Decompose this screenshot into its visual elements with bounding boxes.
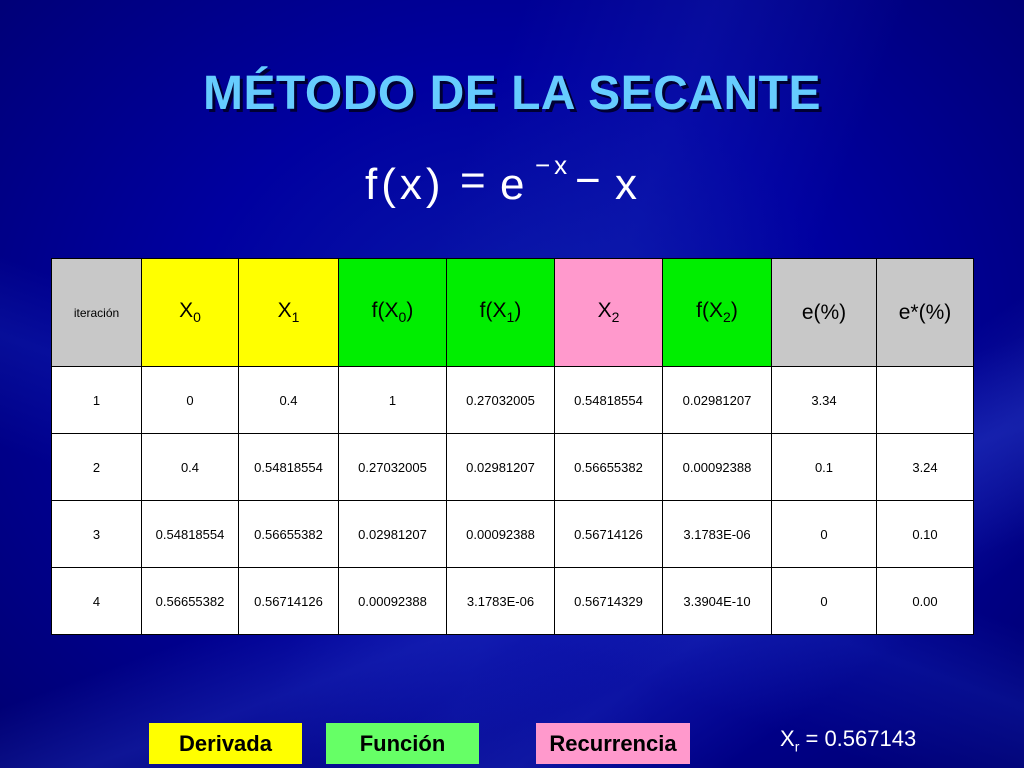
cell-error-star [877,367,974,434]
formula [360,150,680,230]
table-row [52,434,974,501]
header-x0-sub: 0 [193,309,201,326]
table-row [52,501,974,568]
cell-fx0: 0.27032005 [339,434,447,501]
slide-title: MÉTODO DE LA SECANTE [202,67,822,120]
cell-error-star: 3.24 [877,434,974,501]
header-fx1-post: ) [514,299,522,323]
cell-x2: 0.56714329 [555,568,663,635]
result-label: X [780,726,795,751]
header-x1-base: X [277,299,292,323]
header-x2-base: X [597,299,612,323]
formula-x: x [615,160,637,209]
cell-x0: 0 [142,367,239,434]
header-fx2-pre: f(X [696,299,724,323]
table-row [52,568,974,635]
header-fx0-sub: 0 [398,309,407,326]
root-result [780,726,916,754]
derivada-button[interactable]: Derivada [149,723,302,764]
cell-x1: 0.56714126 [239,568,339,635]
formula-base: e [500,160,525,209]
cell-x2: 0.56714126 [555,501,663,568]
cell-error: 3.34 [772,367,877,434]
cell-fx2: 3.3904E-10 [663,568,772,635]
header-fx1 [447,259,555,367]
header-x2-sub: 2 [611,309,620,326]
cell-iteration: 1 [52,367,142,434]
cell-error: 0 [772,568,877,635]
header-x2 [555,259,663,367]
header-fx2-post: ) [730,299,738,323]
header-x0 [142,259,239,367]
cell-iteration: 4 [52,568,142,635]
cell-fx1: 3.1783E-06 [447,568,555,635]
cell-error: 0 [772,501,877,568]
cell-fx0: 0.00092388 [339,568,447,635]
result-value: 0.567143 [824,726,917,751]
formula-exponent: −x [535,150,572,180]
cell-iteration: 3 [52,501,142,568]
header-error-star: e*(%) [877,259,974,367]
table-header-row [52,259,974,367]
result-sub: r [794,738,800,755]
formula-lhs: f(x) [365,160,445,209]
cell-fx0: 1 [339,367,447,434]
formula-equals: = [460,156,486,205]
header-fx0 [339,259,447,367]
header-fx0-post: ) [406,299,414,323]
header-iteration: iteración [52,259,142,367]
cell-iteration: 2 [52,434,142,501]
funcion-button[interactable]: Función [326,723,479,764]
header-fx0-pre: f(X [371,299,399,323]
cell-x0: 0.56655382 [142,568,239,635]
header-error: e(%) [772,259,877,367]
header-fx2-sub: 2 [723,309,731,326]
cell-error-star: 0.00 [877,568,974,635]
recurrencia-button[interactable]: Recurrencia [536,723,690,764]
header-fx2 [663,259,772,367]
header-x1-sub: 1 [291,309,300,326]
cell-x1: 0.54818554 [239,434,339,501]
header-x1 [239,259,339,367]
result-equals: = [799,726,825,751]
cell-error-star: 0.10 [877,501,974,568]
cell-x1: 0.4 [239,367,339,434]
cell-fx1: 0.27032005 [447,367,555,434]
cell-fx0: 0.02981207 [339,501,447,568]
cell-x2: 0.54818554 [555,367,663,434]
cell-fx2: 3.1783E-06 [663,501,772,568]
cell-x0: 0.4 [142,434,239,501]
cell-fx2: 0.00092388 [663,434,772,501]
cell-x0: 0.54818554 [142,501,239,568]
header-fx1-sub: 1 [506,309,515,326]
cell-error: 0.1 [772,434,877,501]
cell-x2: 0.56655382 [555,434,663,501]
cell-fx1: 0.02981207 [447,434,555,501]
cell-fx1: 0.00092388 [447,501,555,568]
header-x0-base: X [179,299,194,323]
cell-fx2: 0.02981207 [663,367,772,434]
cell-x1: 0.56655382 [239,501,339,568]
header-fx1-pre: f(X [479,299,507,323]
table-row [52,367,974,434]
iteration-table [51,258,974,635]
formula-minus: − [575,156,601,205]
